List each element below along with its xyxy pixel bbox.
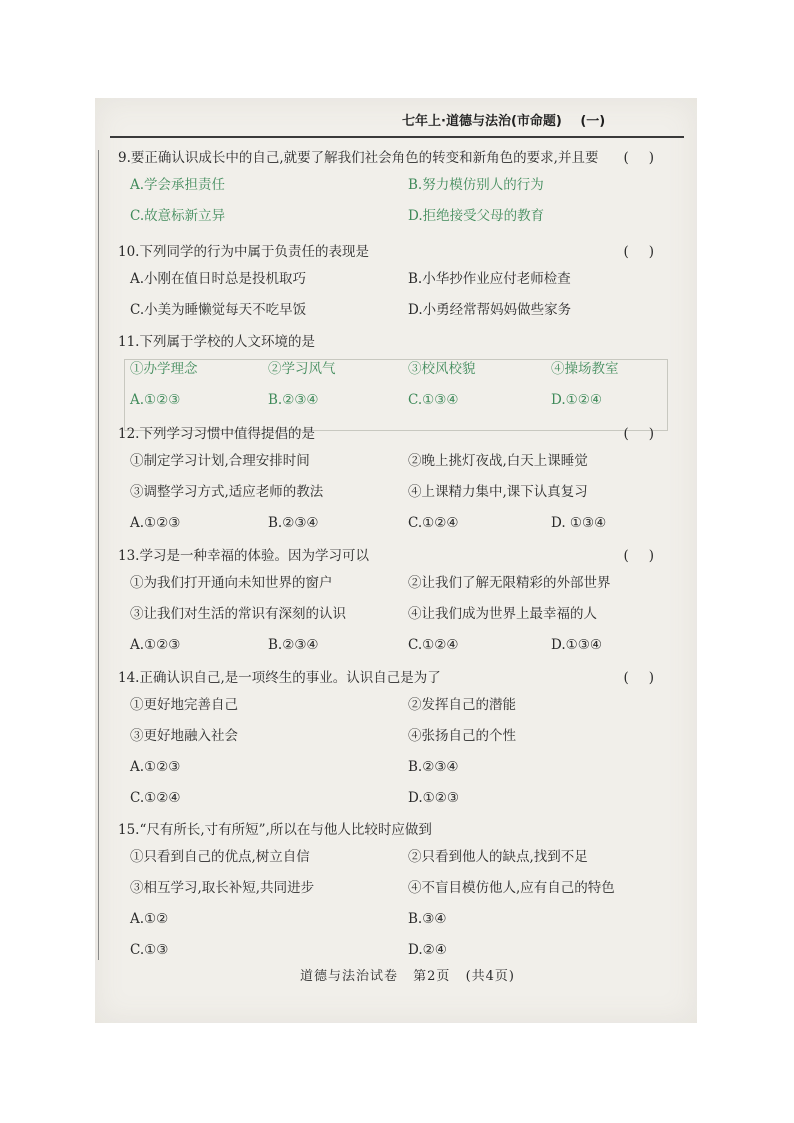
footer-page: 第2页 (413, 969, 451, 984)
option-b: B.③④ (408, 911, 447, 927)
item-4: ④上课精力集中,课下认真复习 (408, 484, 588, 500)
option-a: A.小刚在值日时总是投机取巧 (130, 271, 307, 287)
item-3: ③让我们对生活的常识有深刻的认识 (130, 606, 346, 622)
item-3: ③调整学习方式,适应老师的教法 (130, 484, 324, 500)
option-a: A.①②③ (130, 392, 181, 408)
answer-blank: () (623, 548, 674, 564)
option-c: C.故意标新立异 (130, 208, 226, 224)
question-14 (118, 666, 678, 814)
question-stem: 12.下列学习习惯中值得提倡的是 (118, 426, 315, 442)
option-c: C.①③ (130, 942, 169, 958)
item-3: ③校风校貌 (408, 361, 476, 377)
footer-subject: 道德与法治试卷 (300, 969, 399, 984)
item-2: ②晚上挑灯夜战,白天上课睡觉 (408, 453, 588, 469)
option-a: A.①②③ (130, 637, 181, 653)
option-d: D.小勇经常帮妈妈做些家务 (408, 302, 572, 318)
item-1: ①办学理念 (130, 361, 198, 377)
footer-total: (共4页) (465, 969, 515, 984)
question-13 (118, 544, 678, 661)
option-d: D.①②④ (551, 392, 602, 408)
option-c: C.①②④ (408, 637, 459, 653)
option-a: A.①②③ (130, 759, 181, 775)
option-d: D.②④ (408, 942, 447, 958)
page-header (402, 110, 672, 132)
question-stem: 11.下列属于学校的人文环境的是 (118, 334, 315, 350)
question-stem: 10.下列同学的行为中属于负责任的表现是 (118, 244, 369, 260)
option-d: D.①③④ (551, 637, 602, 653)
option-d: D.拒绝接受父母的教育 (408, 208, 545, 224)
question-stem: 13.学习是一种幸福的体验。因为学习可以 (118, 548, 369, 564)
question-15 (118, 818, 678, 966)
item-3: ③更好地融入社会 (130, 728, 238, 744)
option-a: A.①②③ (130, 515, 181, 531)
option-b: B.②③④ (268, 392, 319, 408)
option-b: B.②③④ (268, 637, 319, 653)
option-d: D. ①③④ (551, 515, 607, 531)
item-4: ④不盲目模仿他人,应有自己的特色 (408, 880, 615, 896)
page-footer (300, 965, 560, 987)
question-stem: 15.“尺有所长,寸有所短”,所以在与他人比较时应做到 (118, 822, 432, 838)
item-2: ②发挥自己的潜能 (408, 697, 516, 713)
answer-blank: () (623, 426, 674, 442)
option-c: C.①②④ (130, 790, 181, 806)
question-stem: 9.要正确认识成长中的自己,就要了解我们社会角色的转变和新角色的要求,并且要 (118, 150, 599, 166)
option-d: D.①②③ (408, 790, 459, 806)
item-1: ①制定学习计划,合理安排时间 (130, 453, 310, 469)
option-c: C.①③④ (408, 392, 459, 408)
option-c: C.小美为睡懒觉每天不吃早饭 (130, 302, 307, 318)
item-2: ②让我们了解无限精彩的外部世界 (408, 575, 611, 591)
option-b: B.②③④ (268, 515, 319, 531)
option-a: A.学会承担责任 (130, 177, 226, 193)
answer-blank: () (623, 670, 674, 686)
header-divider (110, 136, 684, 138)
item-2: ②学习风气 (268, 361, 336, 377)
question-stem: 14.正确认识自己,是一项终生的事业。认识自己是为了 (118, 670, 441, 686)
item-1: ①只看到自己的优点,树立自信 (130, 849, 310, 865)
item-4: ④操场教室 (551, 361, 619, 377)
option-a: A.①② (130, 911, 169, 927)
item-1: ①更好地完善自己 (130, 697, 238, 713)
question-11 (118, 330, 678, 416)
item-4: ④张扬自己的个性 (408, 728, 516, 744)
option-c: C.①②④ (408, 515, 459, 531)
option-b: B.努力模仿别人的行为 (408, 177, 544, 193)
question-10 (118, 240, 678, 326)
answer-blank: () (623, 244, 674, 260)
binding-margin-line (98, 150, 99, 960)
header-number: (一) (580, 114, 606, 129)
header-title: 七年上·道德与法治(市命题) (402, 114, 562, 129)
item-3: ③相互学习,取长补短,共同进步 (130, 880, 315, 896)
item-2: ②只看到他人的缺点,找到不足 (408, 849, 588, 865)
item-4: ④让我们成为世界上最幸福的人 (408, 606, 597, 622)
option-b: B.小华抄作业应付老师检查 (408, 271, 571, 287)
question-9 (118, 146, 678, 232)
option-b: B.②③④ (408, 759, 459, 775)
answer-blank: () (623, 150, 674, 166)
question-12 (118, 422, 678, 539)
item-1: ①为我们打开通向未知世界的窗户 (130, 575, 333, 591)
